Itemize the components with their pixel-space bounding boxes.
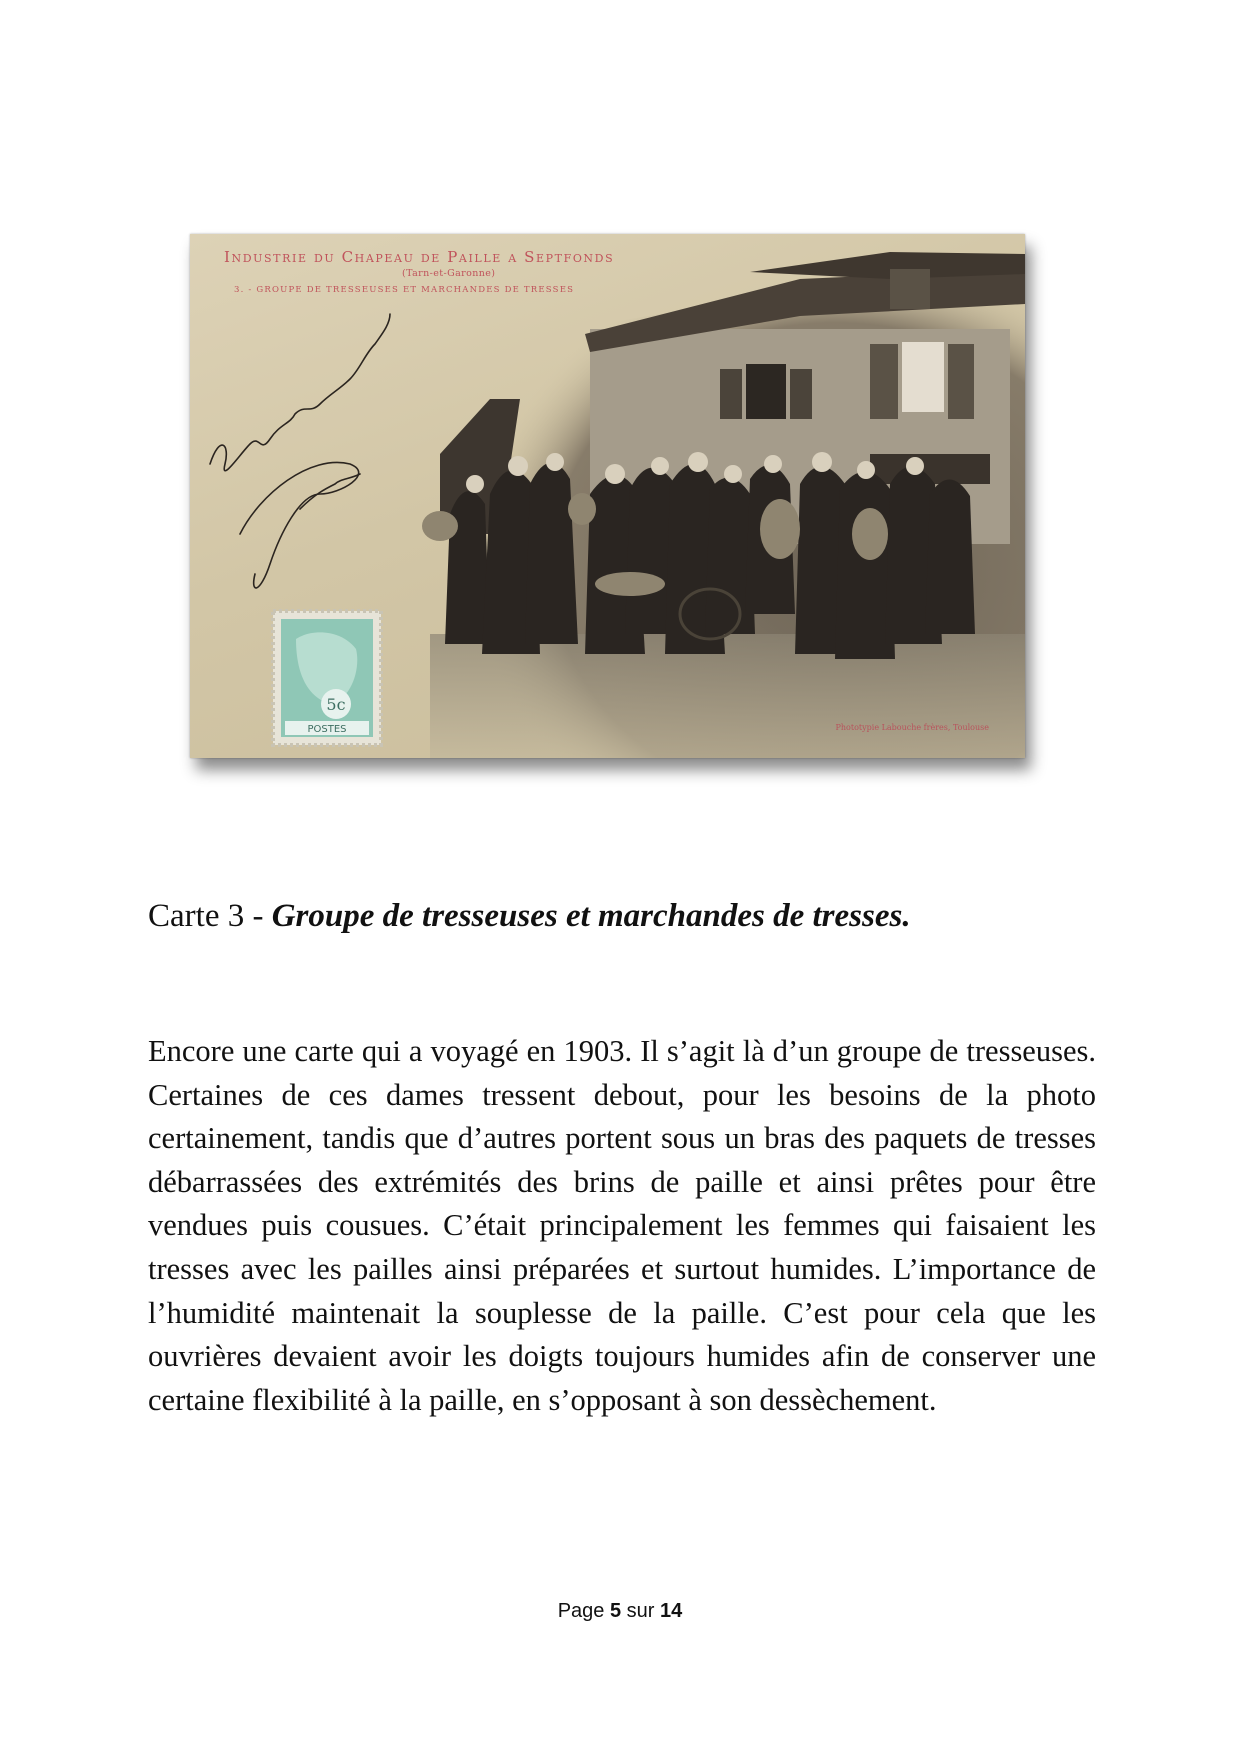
stamp-value: 5c [326, 695, 346, 714]
photo-credit: Phototypie Labouche frères, Toulouse [835, 723, 989, 732]
sur-label: sur [626, 1600, 655, 1622]
postcard-region: (Tarn-et-Garonne) [402, 268, 496, 279]
postcard-caption-line: 3. - GROUPE DE TRESSEUSES ET MARCHANDES DE TRESSES [234, 285, 575, 295]
postcard-image [190, 234, 1025, 758]
caption-title: Groupe de tresseuses et marchandes de tresses. [271, 898, 911, 934]
postcard-title: Industrie du Chapeau de Paille a Septfonds [224, 248, 615, 266]
page-number: 5 [609, 1600, 622, 1622]
caption-prefix: Carte 3 - [148, 898, 272, 934]
page-label: Page [557, 1600, 605, 1622]
postcard-header [224, 248, 614, 295]
total-pages: 14 [660, 1600, 683, 1622]
body-paragraph: Encore une carte qui a voyagé en 1903. Il s’agit là d’un groupe de tresseuses. Certaines de ces dames tressent debout, pour les besoins de la photo certainement, tandis que d’autres portent sous un bras des paquets de tresses débarrassées des extrémités des brins de paille et ainsi prêtes pour être vendues puis cousues. C’était principalement les femmes qui faisaient les tresses avec les pailles ainsi préparées et surtout humides. L’importance de l’humidité maintenait la souplesse de la paille. C’est pour cela que les ouvrières devaient avoir les doigts toujours humides afin de conserver une certaine flexibilité à la paille, en s’opposant à son dessèchement. [148, 1034, 1096, 1417]
handwritten-signature [200, 294, 420, 614]
page-footer [0, 1600, 1240, 1623]
postage-stamp [271, 609, 383, 747]
figure-caption [148, 898, 911, 935]
stamp-label: POSTES [307, 724, 347, 735]
